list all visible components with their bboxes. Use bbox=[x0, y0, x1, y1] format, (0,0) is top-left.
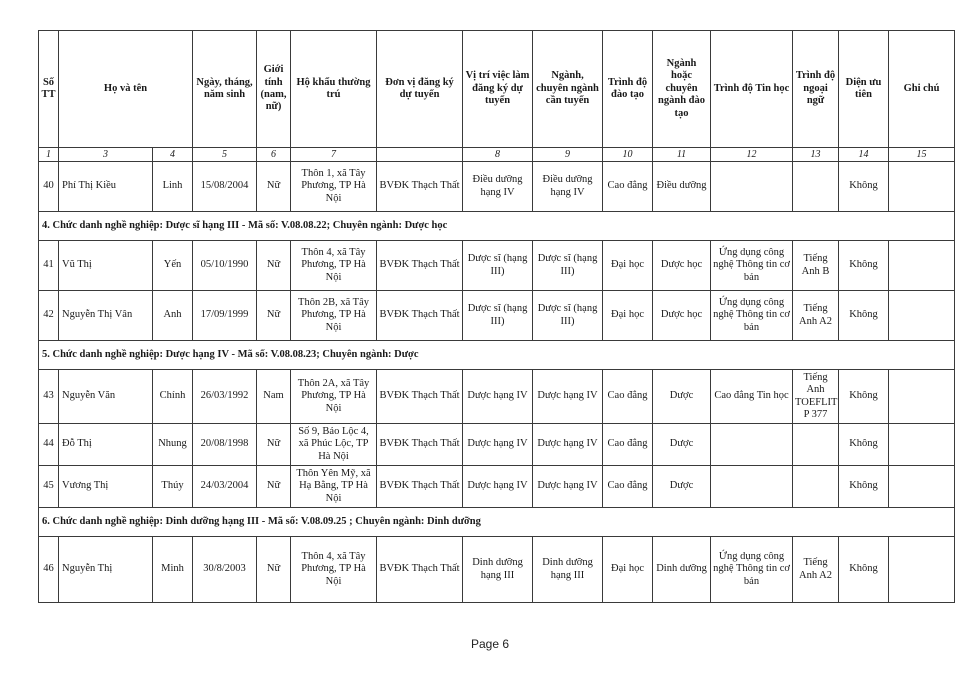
table-row bbox=[39, 162, 955, 212]
row-position: Dược hạng IV bbox=[463, 424, 533, 466]
row-language bbox=[793, 162, 839, 212]
row-stt: 43 bbox=[39, 370, 59, 424]
header-major-trained: Ngành hoặc chuyên ngành đào tạo bbox=[653, 31, 711, 148]
row-note bbox=[889, 466, 955, 508]
row-position: Dược sĩ (hạng III) bbox=[463, 291, 533, 341]
row-residence: Thôn 2B, xã Tây Phương, TP Hà Nội bbox=[291, 291, 377, 341]
section-header-row bbox=[39, 341, 955, 370]
row-education: Đại học bbox=[603, 291, 653, 341]
row-education: Cao đẳng bbox=[603, 466, 653, 508]
row-major-required: Dược hạng IV bbox=[533, 424, 603, 466]
column-number: 14 bbox=[839, 148, 889, 162]
row-major-required: Điều dưỡng hạng IV bbox=[533, 162, 603, 212]
row-dob: 05/10/1990 bbox=[193, 241, 257, 291]
row-major-trained: Dược bbox=[653, 424, 711, 466]
row-major-trained: Dược học bbox=[653, 241, 711, 291]
row-last-name: Vương Thị bbox=[59, 466, 153, 508]
row-stt: 40 bbox=[39, 162, 59, 212]
row-it-level: Ứng dụng công nghệ Thông tin cơ bản bbox=[711, 537, 793, 603]
table-row bbox=[39, 370, 955, 424]
row-gender: Nữ bbox=[257, 424, 291, 466]
row-last-name: Nguyễn Thị Vân bbox=[59, 291, 153, 341]
column-number: 7 bbox=[291, 148, 377, 162]
row-language bbox=[793, 424, 839, 466]
row-unit: BVĐK Thạch Thất bbox=[377, 291, 463, 341]
table-row bbox=[39, 537, 955, 603]
row-last-name: Nguyễn Thị bbox=[59, 537, 153, 603]
row-priority: Không bbox=[839, 370, 889, 424]
row-it-level: Ứng dụng công nghệ Thông tin cơ bản bbox=[711, 291, 793, 341]
row-last-name: Nguyễn Văn bbox=[59, 370, 153, 424]
section-title: 6. Chức danh nghề nghiệp: Dinh dưỡng hạng III - Mã số: V.08.09.25 ; Chuyên ngành: Dinh dưỡng bbox=[39, 508, 955, 537]
row-residence: Thôn 1, xã Tây Phương, TP Hà Nội bbox=[291, 162, 377, 212]
row-note bbox=[889, 162, 955, 212]
row-priority: Không bbox=[839, 162, 889, 212]
column-number: 13 bbox=[793, 148, 839, 162]
row-priority: Không bbox=[839, 424, 889, 466]
row-major-trained: Dinh dưỡng bbox=[653, 537, 711, 603]
row-gender: Nữ bbox=[257, 241, 291, 291]
row-gender: Nam bbox=[257, 370, 291, 424]
row-note bbox=[889, 537, 955, 603]
row-dob: 17/09/1999 bbox=[193, 291, 257, 341]
section-header-row bbox=[39, 212, 955, 241]
page-number: Page 6 bbox=[470, 637, 510, 651]
row-priority: Không bbox=[839, 466, 889, 508]
row-stt: 45 bbox=[39, 466, 59, 508]
row-given-name: Linh bbox=[153, 162, 193, 212]
row-given-name: Nhung bbox=[153, 424, 193, 466]
row-major-trained: Dược bbox=[653, 370, 711, 424]
row-given-name: Minh bbox=[153, 537, 193, 603]
row-given-name: Yến bbox=[153, 241, 193, 291]
candidate-table bbox=[38, 30, 955, 603]
row-education: Cao đẳng bbox=[603, 370, 653, 424]
row-language: Tiếng Anh A2 bbox=[793, 291, 839, 341]
row-last-name: Phí Thị Kiều bbox=[59, 162, 153, 212]
row-residence: Thôn 2A, xã Tây Phương, TP Hà Nội bbox=[291, 370, 377, 424]
row-major-required: Dược hạng IV bbox=[533, 466, 603, 508]
header-gender: Giới tính (nam, nữ) bbox=[257, 31, 291, 148]
row-education: Cao đẳng bbox=[603, 424, 653, 466]
row-unit: BVĐK Thạch Thất bbox=[377, 241, 463, 291]
row-stt: 42 bbox=[39, 291, 59, 341]
header-priority: Diện ưu tiên bbox=[839, 31, 889, 148]
column-number: 10 bbox=[603, 148, 653, 162]
row-note bbox=[889, 424, 955, 466]
row-gender: Nữ bbox=[257, 537, 291, 603]
row-note bbox=[889, 241, 955, 291]
row-education: Đại học bbox=[603, 241, 653, 291]
header-residence: Hộ khẩu thường trú bbox=[291, 31, 377, 148]
header-unit: Đơn vị đăng ký dự tuyển bbox=[377, 31, 463, 148]
table-row bbox=[39, 291, 955, 341]
row-priority: Không bbox=[839, 291, 889, 341]
row-major-required: Dược sĩ (hạng III) bbox=[533, 291, 603, 341]
row-unit: BVĐK Thạch Thất bbox=[377, 537, 463, 603]
column-number: 9 bbox=[533, 148, 603, 162]
row-dob: 20/08/1998 bbox=[193, 424, 257, 466]
row-position: Dinh dưỡng hạng III bbox=[463, 537, 533, 603]
column-number: 15 bbox=[889, 148, 955, 162]
row-unit: BVĐK Thạch Thất bbox=[377, 162, 463, 212]
column-number: 12 bbox=[711, 148, 793, 162]
row-dob: 26/03/1992 bbox=[193, 370, 257, 424]
row-major-required: Dược sĩ (hạng III) bbox=[533, 241, 603, 291]
row-residence: Thôn Yên Mỹ, xã Hạ Bằng, TP Hà Nội bbox=[291, 466, 377, 508]
row-residence: Thôn 4, xã Tây Phương, TP Hà Nội bbox=[291, 241, 377, 291]
header-stt: Số TT bbox=[39, 31, 59, 148]
row-it-level: Cao đẳng Tin học bbox=[711, 370, 793, 424]
header-row bbox=[39, 31, 955, 148]
column-number: 5 bbox=[193, 148, 257, 162]
row-last-name: Vũ Thị bbox=[59, 241, 153, 291]
row-last-name: Đỗ Thị bbox=[59, 424, 153, 466]
row-language: Tiếng Anh TOEFLIT P 377 bbox=[793, 370, 839, 424]
row-major-required: Dinh dưỡng hạng III bbox=[533, 537, 603, 603]
section-title: 4. Chức danh nghề nghiệp: Dược sĩ hạng III - Mã số: V.08.08.22; Chuyên ngành: Dược học bbox=[39, 212, 955, 241]
row-dob: 24/03/2004 bbox=[193, 466, 257, 508]
row-position: Dược hạng IV bbox=[463, 370, 533, 424]
section-title: 5. Chức danh nghề nghiệp: Dược hạng IV - Mã số: V.08.08.23; Chuyên ngành: Dược bbox=[39, 341, 955, 370]
column-number: 3 bbox=[59, 148, 153, 162]
row-priority: Không bbox=[839, 537, 889, 603]
header-position: Vị trí việc làm đăng ký dự tuyển bbox=[463, 31, 533, 148]
row-position: Điều dưỡng hạng IV bbox=[463, 162, 533, 212]
row-unit: BVĐK Thạch Thất bbox=[377, 466, 463, 508]
row-language: Tiếng Anh A2 bbox=[793, 537, 839, 603]
header-major-required: Ngành, chuyên ngành cần tuyển bbox=[533, 31, 603, 148]
column-number: 6 bbox=[257, 148, 291, 162]
header-dob: Ngày, tháng, năm sinh bbox=[193, 31, 257, 148]
row-gender: Nữ bbox=[257, 162, 291, 212]
section-header-row bbox=[39, 508, 955, 537]
row-education: Cao đẳng bbox=[603, 162, 653, 212]
header-it-level: Trình độ Tin học bbox=[711, 31, 793, 148]
row-gender: Nữ bbox=[257, 291, 291, 341]
row-major-trained: Dược bbox=[653, 466, 711, 508]
row-position: Dược hạng IV bbox=[463, 466, 533, 508]
candidate-list-sheet bbox=[38, 30, 954, 603]
column-number: 1 bbox=[39, 148, 59, 162]
column-number-row bbox=[39, 148, 955, 162]
row-note bbox=[889, 370, 955, 424]
row-major-required: Dược hạng IV bbox=[533, 370, 603, 424]
row-given-name: Chính bbox=[153, 370, 193, 424]
row-education: Đại học bbox=[603, 537, 653, 603]
row-position: Dược sĩ (hạng III) bbox=[463, 241, 533, 291]
row-residence: Số 9, Bảo Lộc 4, xã Phúc Lộc, TP Hà Nội bbox=[291, 424, 377, 466]
column-number: 11 bbox=[653, 148, 711, 162]
row-gender: Nữ bbox=[257, 466, 291, 508]
table-row bbox=[39, 241, 955, 291]
header-language: Trình độ ngoại ngữ bbox=[793, 31, 839, 148]
row-language bbox=[793, 466, 839, 508]
row-dob: 30/8/2003 bbox=[193, 537, 257, 603]
row-language: Tiếng Anh B bbox=[793, 241, 839, 291]
row-priority: Không bbox=[839, 241, 889, 291]
row-stt: 46 bbox=[39, 537, 59, 603]
row-stt: 41 bbox=[39, 241, 59, 291]
row-given-name: Anh bbox=[153, 291, 193, 341]
row-stt: 44 bbox=[39, 424, 59, 466]
header-note: Ghi chú bbox=[889, 31, 955, 148]
column-number: 8 bbox=[463, 148, 533, 162]
row-major-trained: Dược học bbox=[653, 291, 711, 341]
row-major-trained: Điều dưỡng bbox=[653, 162, 711, 212]
row-note bbox=[889, 291, 955, 341]
table-row bbox=[39, 466, 955, 508]
row-it-level bbox=[711, 162, 793, 212]
header-fullname: Họ và tên bbox=[59, 31, 193, 148]
column-number bbox=[377, 148, 463, 162]
row-it-level: Ứng dụng công nghệ Thông tin cơ bản bbox=[711, 241, 793, 291]
row-dob: 15/08/2004 bbox=[193, 162, 257, 212]
row-it-level bbox=[711, 466, 793, 508]
table-row bbox=[39, 424, 955, 466]
column-number: 4 bbox=[153, 148, 193, 162]
row-given-name: Thúy bbox=[153, 466, 193, 508]
header-education: Trình độ đào tạo bbox=[603, 31, 653, 148]
row-unit: BVĐK Thạch Thất bbox=[377, 424, 463, 466]
row-it-level bbox=[711, 424, 793, 466]
row-residence: Thôn 4, xã Tây Phương, TP Hà Nội bbox=[291, 537, 377, 603]
row-unit: BVĐK Thạch Thất bbox=[377, 370, 463, 424]
